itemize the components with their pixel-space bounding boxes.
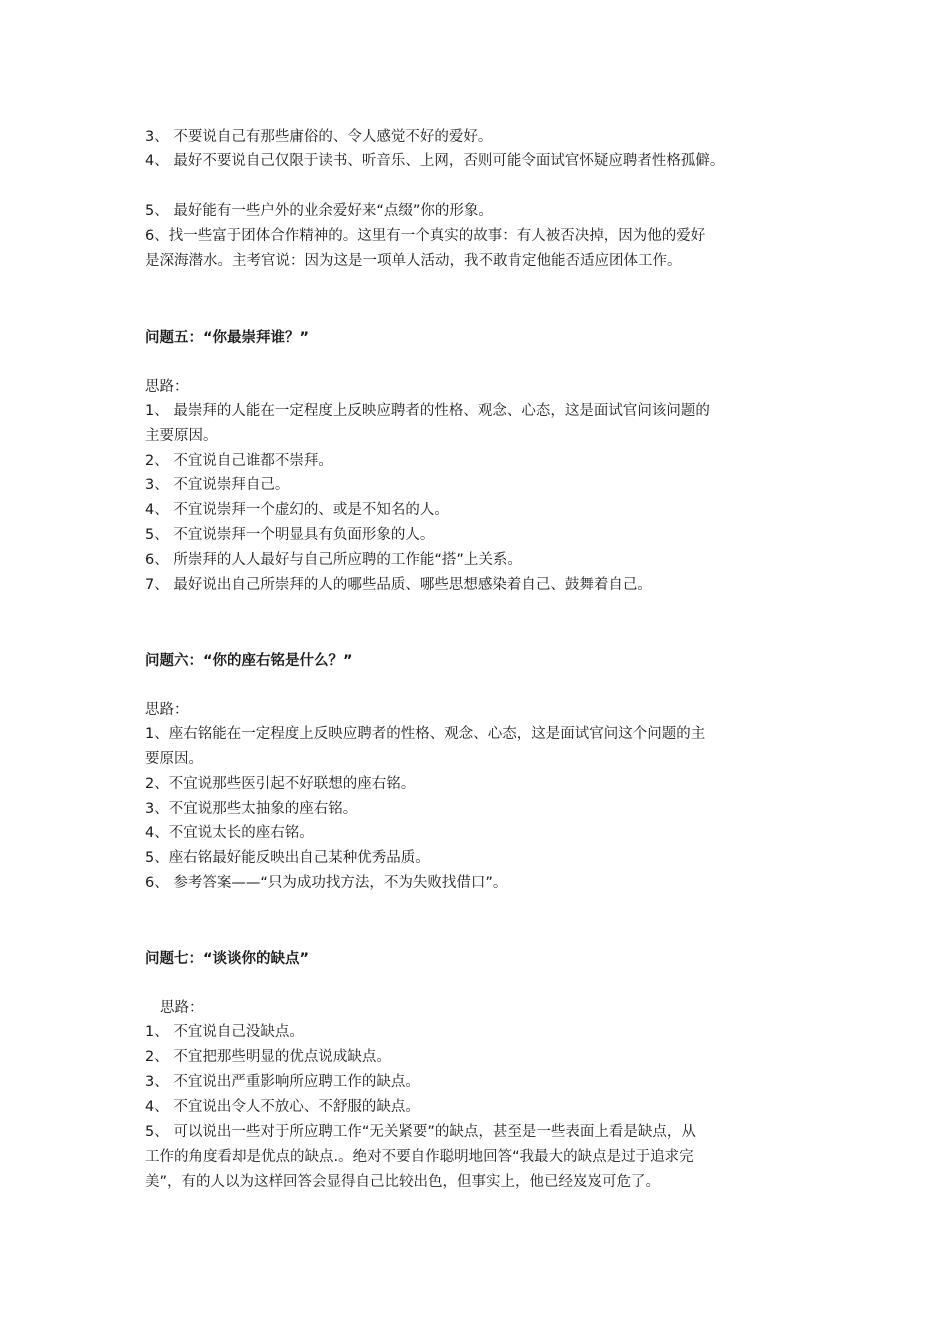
question-5-item-5: 5、 不宜说崇拜一个明显具有负面形象的人。 bbox=[145, 527, 435, 543]
question-7-item-2: 2、 不宜把那些明显的优点说成缺点。 bbox=[145, 1049, 391, 1065]
question-7-item-4: 4、 不宜说出令人不放心、不舒服的缺点。 bbox=[145, 1099, 420, 1115]
question-5-item-1-line-2: 主要原因。 bbox=[145, 428, 218, 444]
question-6-item-4: 4、不宜说太长的座右铭。 bbox=[145, 825, 314, 841]
question-7-item-5-line-2: 工作的角度看却是优点的缺点.。绝对不要自作聪明地回答“我最大的缺点是过于追求完 bbox=[145, 1149, 694, 1165]
hobby-item-5: 5、 最好能有一些户外的业余爱好来“点缀”你的形象。 bbox=[145, 203, 493, 219]
question-5-item-3: 3、 不宜说崇拜自己。 bbox=[145, 477, 290, 493]
question-5-item-2: 2、 不宜说自己谁都不崇拜。 bbox=[145, 453, 333, 469]
question-5-item-6: 6、 所崇拜的人人最好与自己所应聘的工作能“搭”上关系。 bbox=[145, 552, 522, 568]
question-6-item-3: 3、不宜说那些太抽象的座右铭。 bbox=[145, 801, 358, 817]
question-7-item-5-line-1: 5、 可以说出一些对于所应聘工作“无关紧要”的缺点，甚至是一些表面上看是缺点，从 bbox=[145, 1124, 696, 1140]
question-5-title: 问题五：“你最崇拜谁？” bbox=[145, 330, 310, 346]
question-7-title: 问题七：“谈谈你的缺点” bbox=[145, 951, 310, 967]
question-6-item-2: 2、不宜说那些医引起不好联想的座右铭。 bbox=[145, 776, 416, 792]
question-6-item-5: 5、座右铭最好能反映出自己某种优秀品质。 bbox=[145, 850, 430, 866]
question-7-item-3: 3、 不宜说出严重影响所应聘工作的缺点。 bbox=[145, 1074, 420, 1090]
question-5-approach-label: 思路： bbox=[145, 379, 189, 395]
question-6-item-1-line-2: 要原因。 bbox=[145, 751, 203, 767]
hobby-item-4: 4、 最好不要说自己仅限于读书、听音乐、上网，否则可能令面试官怀疑应聘者性格孤僻。 bbox=[145, 153, 725, 169]
question-7-item-1: 1、 不宜说自己没缺点。 bbox=[145, 1024, 304, 1040]
hobby-item-6-line-2: 是深海潜水。主考官说：因为这是一项单人活动，我不敢肯定他能否适应团体工作。 bbox=[145, 253, 682, 269]
question-7-item-5-line-3: 美”，有的人以为这样回答会显得自己比较出色，但事实上，他已经岌岌可危了。 bbox=[145, 1174, 661, 1190]
question-6-title: 问题六：“你的座右铭是什么？” bbox=[145, 653, 353, 669]
question-5-item-7: 7、 最好说出自己所崇拜的人的哪些品质、哪些思想感染着自己、鼓舞着自己。 bbox=[145, 577, 652, 593]
question-6-item-1-line-1: 1、座右铭能在一定程度上反映应聘者的性格、观念、心态，这是面试官问这个问题的主 bbox=[145, 726, 706, 742]
question-7-approach-label: 思路： bbox=[160, 1000, 204, 1016]
question-6-approach-label: 思路： bbox=[145, 702, 189, 718]
hobby-item-6-line-1: 6、找一些富于团体合作精神的。这里有一个真实的故事：有人被否决掉，因为他的爱好 bbox=[145, 228, 706, 244]
question-5-item-4: 4、 不宜说崇拜一个虚幻的、或是不知名的人。 bbox=[145, 502, 449, 518]
question-6-item-6: 6、 参考答案——“只为成功找方法，不为失败找借口”。 bbox=[145, 875, 508, 891]
question-5-item-1-line-1: 1、 最崇拜的人能在一定程度上反映应聘者的性格、观念、心态，这是面试官问该问题的 bbox=[145, 403, 710, 419]
hobby-item-3: 3、 不要说自己有那些庸俗的、令人感觉不好的爱好。 bbox=[145, 129, 493, 145]
